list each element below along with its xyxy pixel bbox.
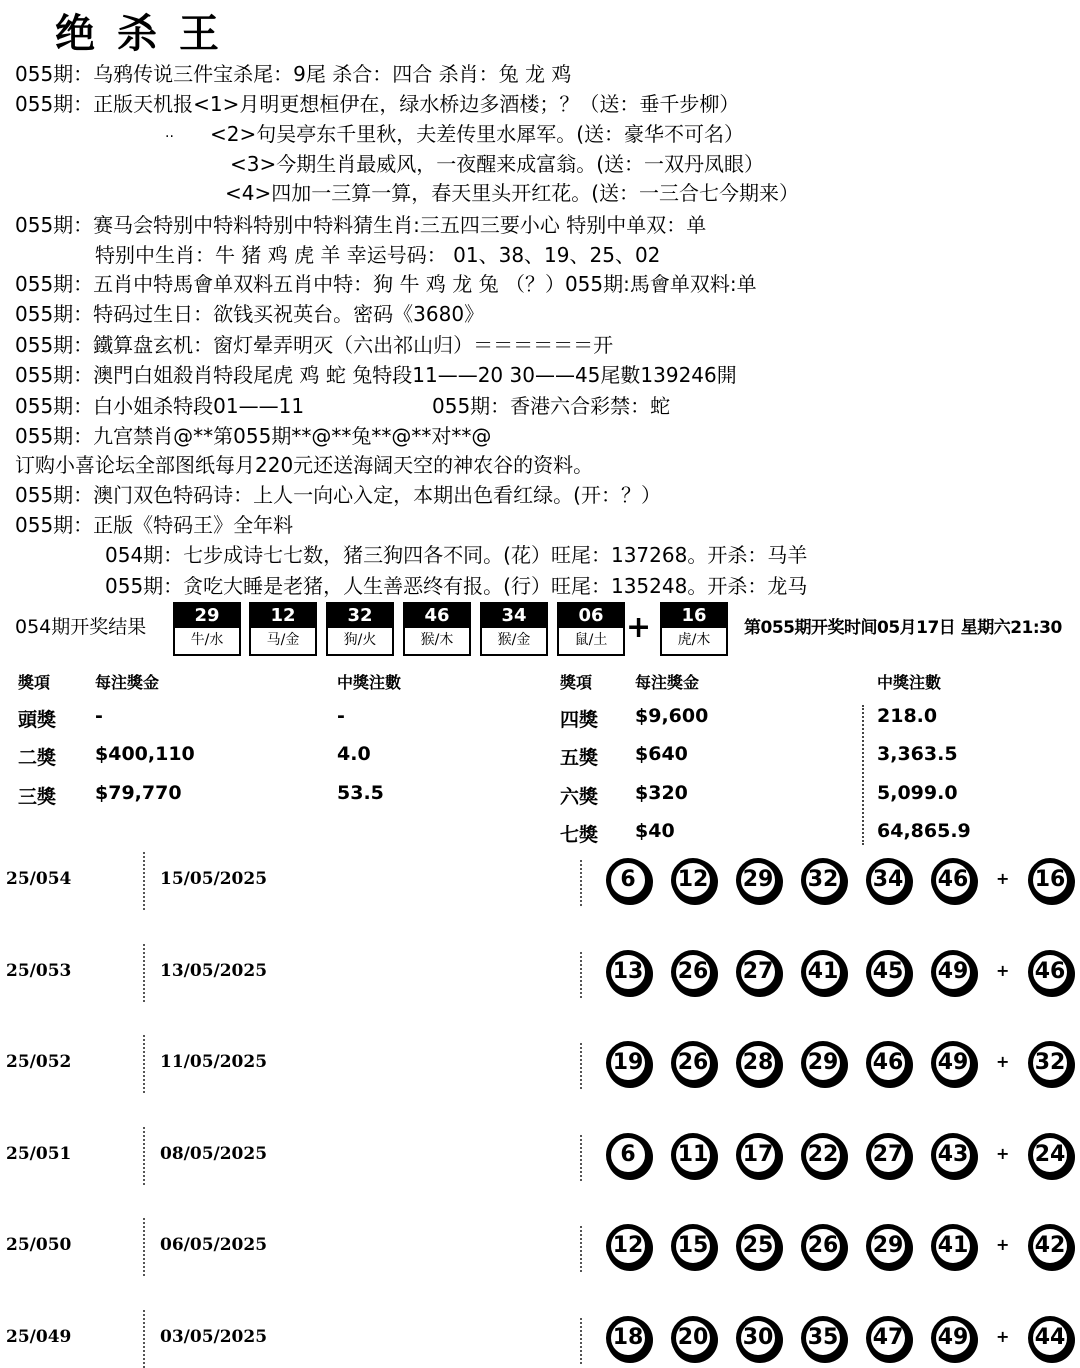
history-period: 25/053 [6,961,72,981]
history-ball: 34 [866,858,910,902]
column-divider [143,1127,145,1185]
history-special-ball: 44 [1028,1316,1072,1360]
history-ball: 46 [866,1041,910,1085]
prize-count: 218.0 [877,705,938,727]
text-line: <2>句吴亭东千里秋，夫差传里水犀军。(送：豪华不可名） [210,122,745,146]
column-divider [580,1043,582,1089]
ball-zodiac: 马/金 [266,632,300,648]
text-line: 055期：特码过生日：欲钱买祝英台。密码《3680》 [15,302,485,326]
ball-zodiac: 牛/水 [190,632,224,648]
ball-number: 34 [482,604,546,628]
prize-header-amount: 每注獎金 [635,673,700,692]
text-line: 055期：澳门双色特码诗：上人一向心入定，本期出色看红绿。(开：？） [15,483,661,507]
special-ball [660,602,728,656]
prize-amount: $79,770 [95,782,182,804]
next-draw-time: 第055期开奖时间05月17日 星期六21:30 [744,618,1062,638]
prize-amount: $9,600 [635,705,709,727]
prize-count: 53.5 [337,782,384,804]
prize-amount: $400,110 [95,743,195,765]
history-ball: 35 [801,1316,845,1360]
text-line: <4>四加一三算一算，春天里头开红花。(送：一三合七今期来） [225,181,800,205]
history-period: 25/049 [6,1327,72,1347]
ball-number: 16 [662,604,726,628]
history-ball: 29 [736,858,780,902]
plus-sign: + [996,1144,1010,1163]
history-date: 06/05/2025 [160,1235,268,1255]
history-ball: 49 [931,1316,975,1360]
history-ball: 6 [606,1133,650,1177]
result-ball [326,602,394,656]
prize-count: 4.0 [337,743,371,765]
prize-name: 七獎 [560,824,599,846]
text-line: 特别中生肖：牛 猪 鸡 虎 羊 幸运号码： 01、38、19、25、02 [95,243,661,267]
column-divider [580,952,582,998]
history-ball: 12 [671,858,715,902]
history-ball: 47 [866,1316,910,1360]
prize-header-item: 獎項 [18,673,51,692]
text-line: 055期：白小姐杀特段01——11 [15,394,305,418]
history-ball: 45 [866,950,910,994]
text-line: 055期：香港六合彩禁：蛇 [432,394,671,418]
ball-number: 29 [175,604,239,628]
ball-zodiac: 狗/火 [343,632,377,648]
column-divider [143,1310,145,1368]
history-special-ball: 42 [1028,1224,1072,1268]
history-date: 11/05/2025 [160,1052,268,1072]
result-ball [403,602,471,656]
history-special-ball: 16 [1028,858,1072,902]
history-ball: 15 [671,1224,715,1268]
history-ball: 25 [736,1224,780,1268]
text-line: 055期：九宫禁肖@**第055期**@**兔**@**对**@ [15,424,492,448]
history-ball: 17 [736,1133,780,1177]
text-line: 055期：赛马会特别中特料特别中特料猜生肖:三五四三要小心 特别中单双：单 [15,213,707,237]
history-ball: 11 [671,1133,715,1177]
prize-name: 六獎 [560,786,599,808]
history-date: 03/05/2025 [160,1327,268,1347]
history-period: 25/054 [6,869,72,889]
history-ball: 26 [671,1041,715,1085]
column-divider [580,860,582,906]
history-ball: 43 [931,1133,975,1177]
ball-number: 46 [405,604,469,628]
column-divider [580,1135,582,1181]
text-line: 055期：澳門白姐殺肖特段尾虎 鸡 蛇 兔特段11——20 30——45尾數139246開 [15,363,737,387]
ball-zodiac: 鼠/土 [574,632,608,648]
history-date: 08/05/2025 [160,1144,268,1164]
history-ball: 26 [801,1224,845,1268]
prize-count: 64,865.9 [877,820,971,842]
history-ball: 18 [606,1316,650,1360]
text-line: 055期：正版天机报<1>月明更想桓伊在，绿水桥边多酒楼；？（送：垂千步柳） [15,92,740,116]
prize-name: 五獎 [560,747,599,769]
column-divider [143,852,145,910]
prize-header-item: 獎項 [560,673,593,692]
text-line: 055期：正版《特码王》全年料 [15,513,294,537]
plus-sign: + [626,610,652,645]
table-divider [862,705,864,845]
result-ball [480,602,548,656]
prize-header-count: 中獎注數 [877,673,942,692]
history-ball: 26 [671,950,715,994]
history-ball: 13 [606,950,650,994]
prize-count: 5,099.0 [877,782,958,804]
history-special-ball: 32 [1028,1041,1072,1085]
column-divider [143,1035,145,1093]
prize-name: 三獎 [18,786,57,808]
history-ball: 46 [931,858,975,902]
text-line: 054期：七步成诗七七数，猪三狗四各不同。(花）旺尾：137268。开杀：马羊 [105,543,808,567]
text-line: 055期：贪吃大睡是老猪，人生善恶终有报。(行）旺尾：135248。开杀：龙马 [105,574,808,598]
prize-count: - [337,705,345,727]
history-date: 13/05/2025 [160,961,268,981]
result-ball [557,602,625,656]
history-period: 25/051 [6,1144,72,1164]
history-ball: 27 [866,1133,910,1177]
history-period: 25/050 [6,1235,72,1255]
plus-sign: + [996,961,1010,980]
history-ball: 49 [931,950,975,994]
history-ball: 29 [866,1224,910,1268]
result-ball [249,602,317,656]
history-ball: 20 [671,1316,715,1360]
prize-amount: - [95,705,103,727]
prize-name: 四獎 [560,709,599,731]
result-ball [173,602,241,656]
plus-sign: + [996,1327,1010,1346]
history-ball: 19 [606,1041,650,1085]
text-line: 055期：五肖中特馬會单双料五肖中特：狗 牛 鸡 龙 兔 （？）055期:馬會单双料:单 [15,272,757,296]
column-divider [580,1226,582,1272]
prize-name: 頭獎 [18,709,57,731]
prize-amount: $640 [635,743,688,765]
results-label: 054期开奖结果 [15,616,147,638]
column-divider [580,1318,582,1364]
ball-zodiac: 虎/木 [677,632,711,648]
prize-name: 二獎 [18,747,57,769]
history-ball: 6 [606,858,650,902]
plus-sign: + [996,1052,1010,1071]
plus-sign: + [996,869,1010,888]
ball-zodiac: 猴/木 [420,632,454,648]
ellipsis-dots: .. [165,125,174,141]
text-line: 订购小喜论坛全部图纸每月220元还送海阔天空的神农谷的资料。 [15,453,594,477]
history-ball: 28 [736,1041,780,1085]
column-divider [143,1218,145,1276]
prize-count: 3,363.5 [877,743,958,765]
prize-header-count: 中獎注數 [337,673,402,692]
page-title: 绝杀王 [55,10,241,57]
history-ball: 29 [801,1041,845,1085]
history-ball: 30 [736,1316,780,1360]
text-line: <3>今期生肖最威风，一夜醒来成富翁。(送：一双丹凤眼） [230,152,765,176]
column-divider [143,944,145,1002]
history-period: 25/052 [6,1052,72,1072]
history-ball: 41 [931,1224,975,1268]
history-ball: 41 [801,950,845,994]
history-ball: 12 [606,1224,650,1268]
prize-amount: $320 [635,782,688,804]
prize-header-amount: 每注獎金 [95,673,160,692]
plus-sign: + [996,1235,1010,1254]
history-special-ball: 46 [1028,950,1072,994]
history-ball: 27 [736,950,780,994]
ball-number: 32 [328,604,392,628]
ball-number: 06 [559,604,623,628]
ball-number: 12 [251,604,315,628]
text-line: 055期：乌鸦传说三件宝杀尾：9尾 杀合：四合 杀肖：兔 龙 鸡 [15,62,572,86]
history-date: 15/05/2025 [160,869,268,889]
history-ball: 32 [801,858,845,902]
history-ball: 49 [931,1041,975,1085]
text-line: 055期：鐵算盘玄机：窗灯晕弄明灭（六出祁山归）＝＝＝＝＝＝开 [15,333,614,357]
prize-amount: $40 [635,820,675,842]
ball-zodiac: 猴/金 [497,632,531,648]
history-ball: 22 [801,1133,845,1177]
history-special-ball: 24 [1028,1133,1072,1177]
